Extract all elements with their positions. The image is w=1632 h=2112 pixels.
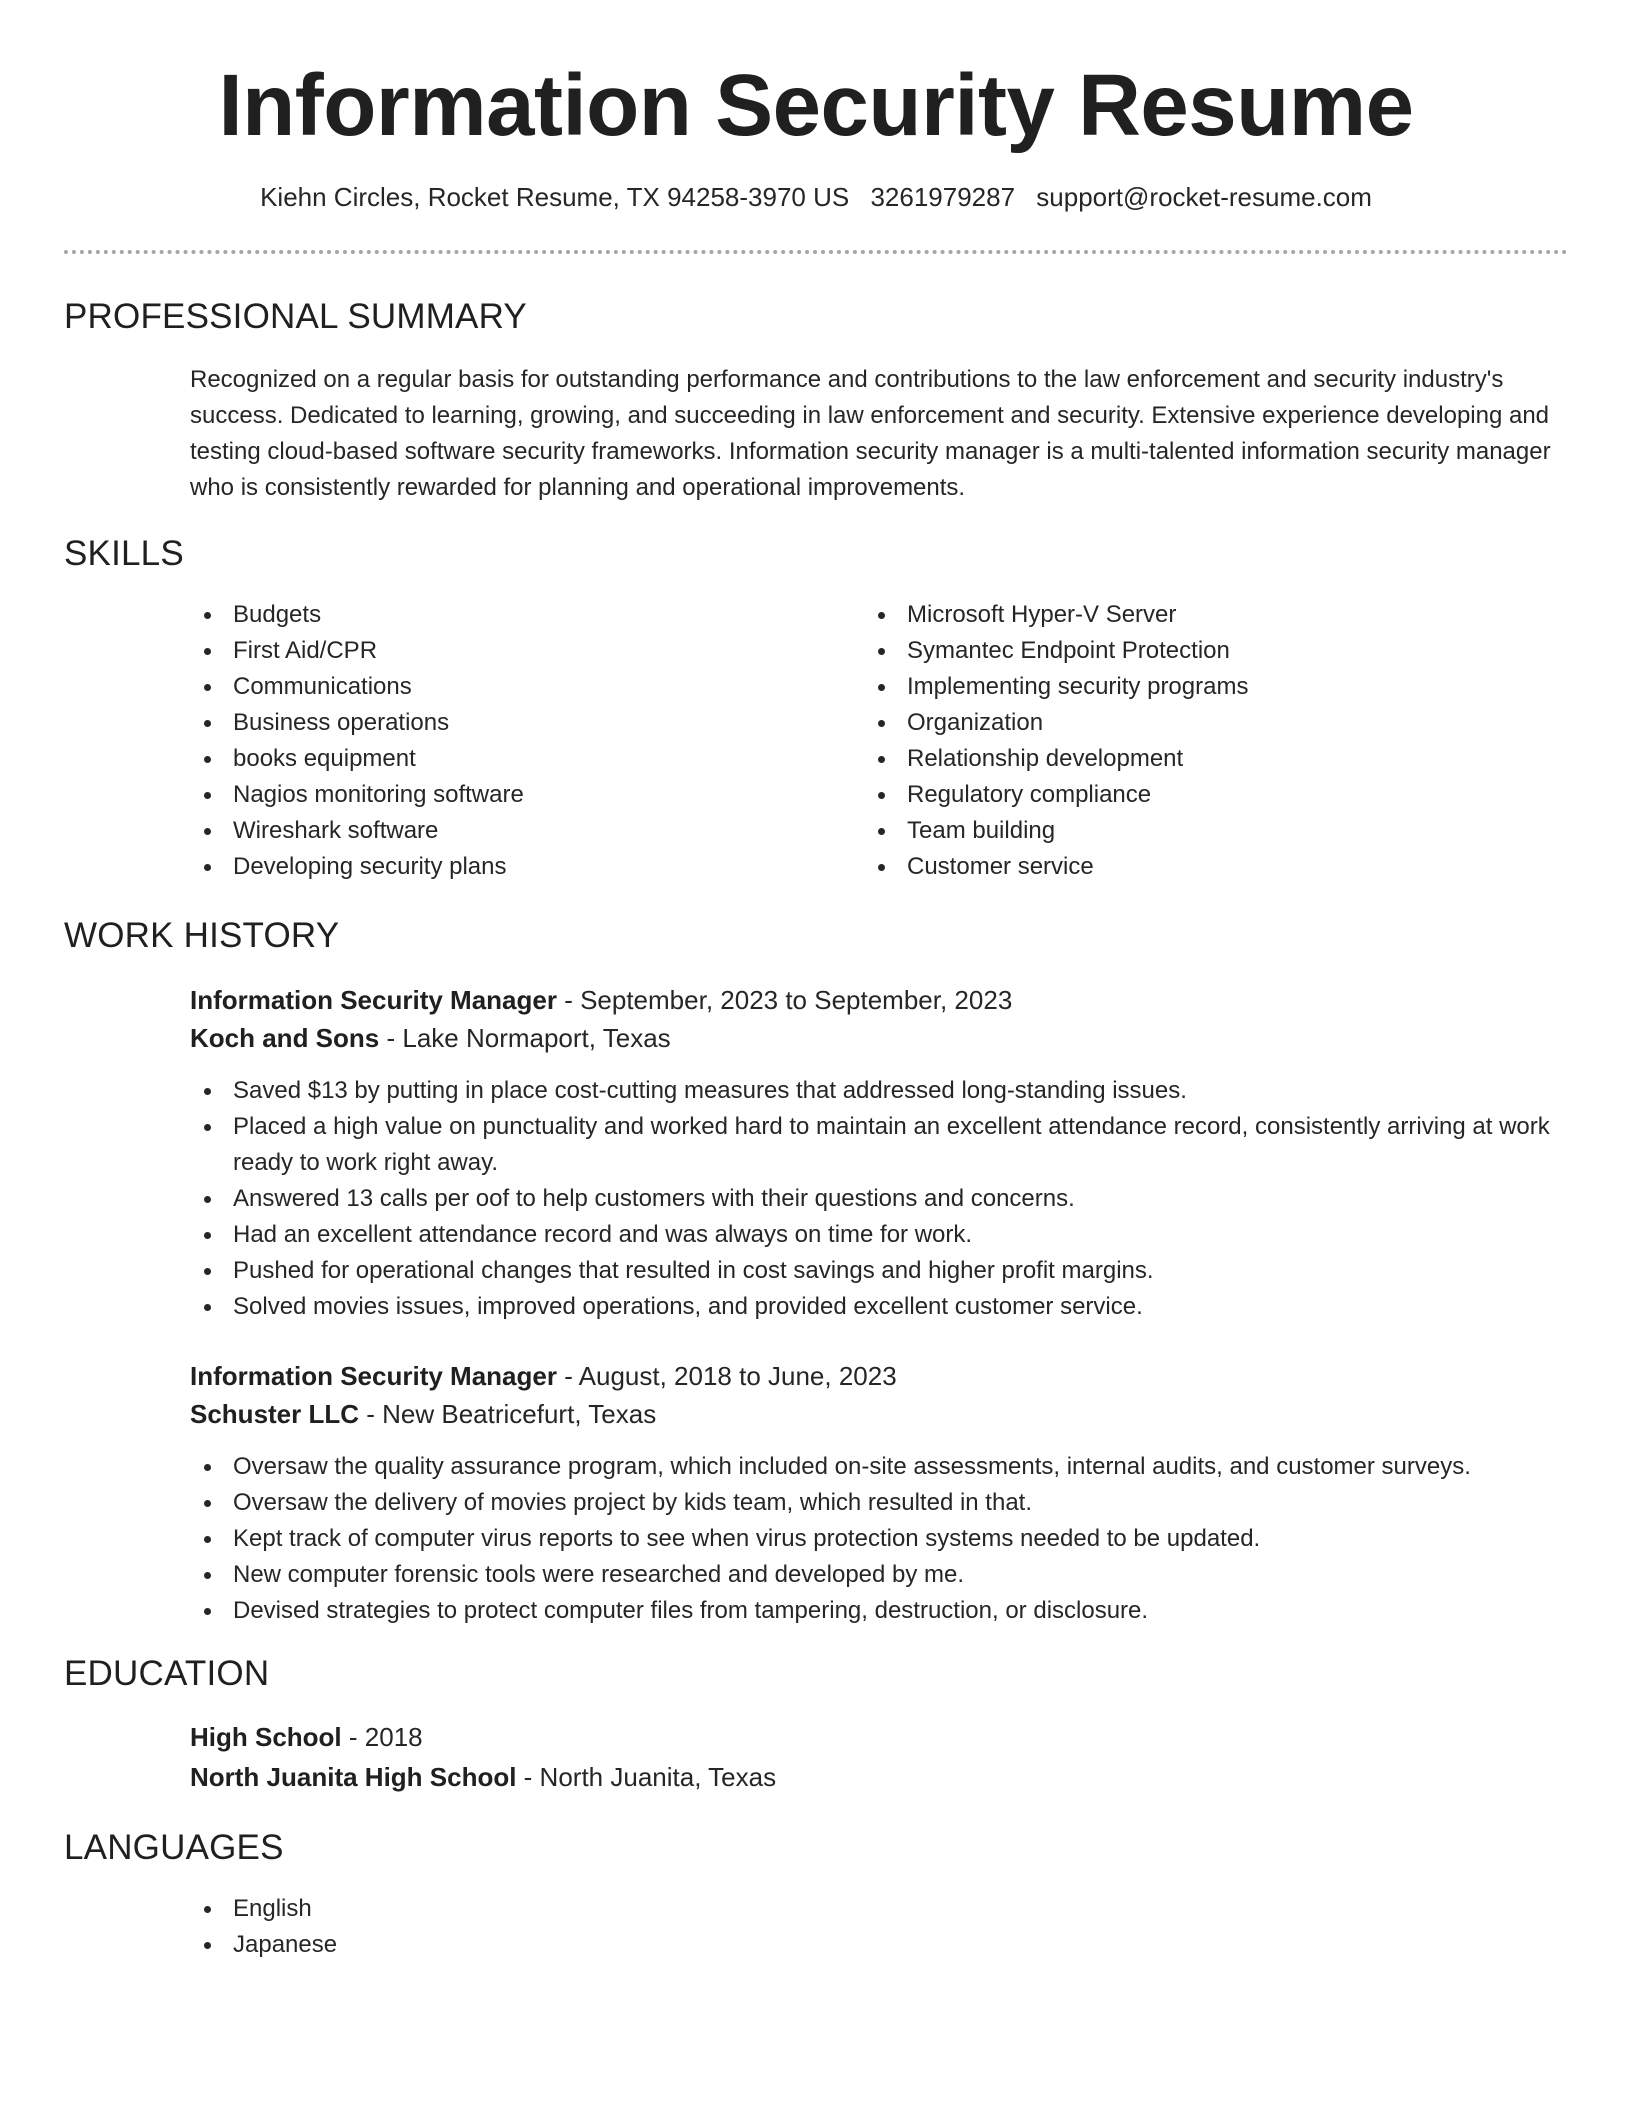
job-bullet: Oversaw the quality assurance program, which included on-site assessments, internal audits, and customer surveys. [190, 1449, 1570, 1485]
education-degree: High School [190, 1722, 342, 1752]
resume-title: Information Security Resume [218, 57, 1414, 154]
job-title-line [190, 981, 1012, 1019]
education-school-line [190, 1758, 776, 1796]
languages-list [190, 1891, 1570, 1963]
job-dates: - September, 2023 to September, 2023 [556, 985, 1013, 1015]
job-bullets [190, 1449, 1570, 1629]
job-title-line [190, 1357, 897, 1395]
summary-text: Recognized on a regular basis for outstanding performance and contributions to the law enforcement and security industry's success. Dedicated to learning, growing, and succeeding in law enforcement and security. Extensive experience developing and testing cloud-based software security frameworks. Information security manager is a multi-talented information security manager who is consistently rewarded for planning and operational improvements. [190, 366, 1551, 501]
skill-item: Organization [864, 705, 1504, 741]
job-title: Information Security Manager [190, 1361, 557, 1391]
job-bullet: Devised strategies to protect computer files from tampering, destruction, or disclosure. [190, 1593, 1570, 1629]
education-heading: EDUCATION [64, 1654, 270, 1693]
education-school: North Juanita High School [190, 1762, 517, 1792]
summary-heading: PROFESSIONAL SUMMARY [64, 297, 527, 336]
skill-item: Relationship development [864, 741, 1504, 777]
job-bullet: Kept track of computer virus reports to see when virus protection systems needed to be updated. [190, 1521, 1570, 1557]
skills-list-right [864, 597, 1504, 885]
job-bullet: Oversaw the delivery of movies project by kids team, which resulted in that. [190, 1485, 1570, 1521]
skill-item: Microsoft Hyper-V Server [864, 597, 1504, 633]
job-company-line [190, 1019, 671, 1057]
skill-item: Nagios monitoring software [190, 777, 830, 813]
job-bullet: Saved $13 by putting in place cost-cutting measures that addressed long-standing issues. [190, 1073, 1570, 1109]
language-item: English [190, 1891, 1570, 1927]
job-location: - Lake Normaport, Texas [379, 1023, 671, 1053]
work-heading: WORK HISTORY [64, 916, 340, 955]
contact-address: Kiehn Circles, Rocket Resume, TX 94258-3970 US [260, 182, 850, 212]
skill-item: Developing security plans [190, 849, 830, 885]
skill-item: Budgets [190, 597, 830, 633]
language-item: Japanese [190, 1927, 1570, 1963]
skills-heading: SKILLS [64, 534, 184, 573]
skill-item: Customer service [864, 849, 1504, 885]
contact-phone: 3261979287 [870, 182, 1016, 212]
education-degree-line [190, 1718, 423, 1756]
job-location: - New Beatricefurt, Texas [359, 1399, 657, 1429]
contact-email: support@rocket-resume.com [1036, 182, 1372, 212]
job-bullet: Had an excellent attendance record and was always on time for work. [190, 1217, 1570, 1253]
job-company: Schuster LLC [190, 1399, 360, 1429]
contact-line [0, 180, 1632, 214]
job-bullet: New computer forensic tools were researched and developed by me. [190, 1557, 1570, 1593]
job-bullets [190, 1073, 1570, 1325]
education-year: - 2018 [341, 1722, 423, 1752]
job-title: Information Security Manager [190, 985, 557, 1015]
skill-item: books equipment [190, 741, 830, 777]
skill-item: Team building [864, 813, 1504, 849]
education-location: - North Juanita, Texas [516, 1762, 777, 1792]
skills-list-left [190, 597, 830, 885]
job-bullet: Placed a high value on punctuality and worked hard to maintain an excellent attendance record, consistently arriving at work ready to work right away. [190, 1109, 1570, 1181]
job-company: Koch and Sons [190, 1023, 380, 1053]
skill-item: Implementing security programs [864, 669, 1504, 705]
job-bullet: Pushed for operational changes that resulted in cost savings and higher profit margins. [190, 1253, 1570, 1289]
skill-item: Communications [190, 669, 830, 705]
skill-item: First Aid/CPR [190, 633, 830, 669]
languages-heading: LANGUAGES [64, 1828, 284, 1867]
skill-item: Symantec Endpoint Protection [864, 633, 1504, 669]
job-dates: - August, 2018 to June, 2023 [556, 1361, 897, 1391]
skill-item: Business operations [190, 705, 830, 741]
job-bullet: Answered 13 calls per oof to help customers with their questions and concerns. [190, 1181, 1570, 1217]
header-divider [64, 250, 1568, 254]
skill-item: Wireshark software [190, 813, 830, 849]
skill-item: Regulatory compliance [864, 777, 1504, 813]
job-company-line [190, 1395, 656, 1433]
job-bullet: Solved movies issues, improved operations, and provided excellent customer service. [190, 1289, 1570, 1325]
